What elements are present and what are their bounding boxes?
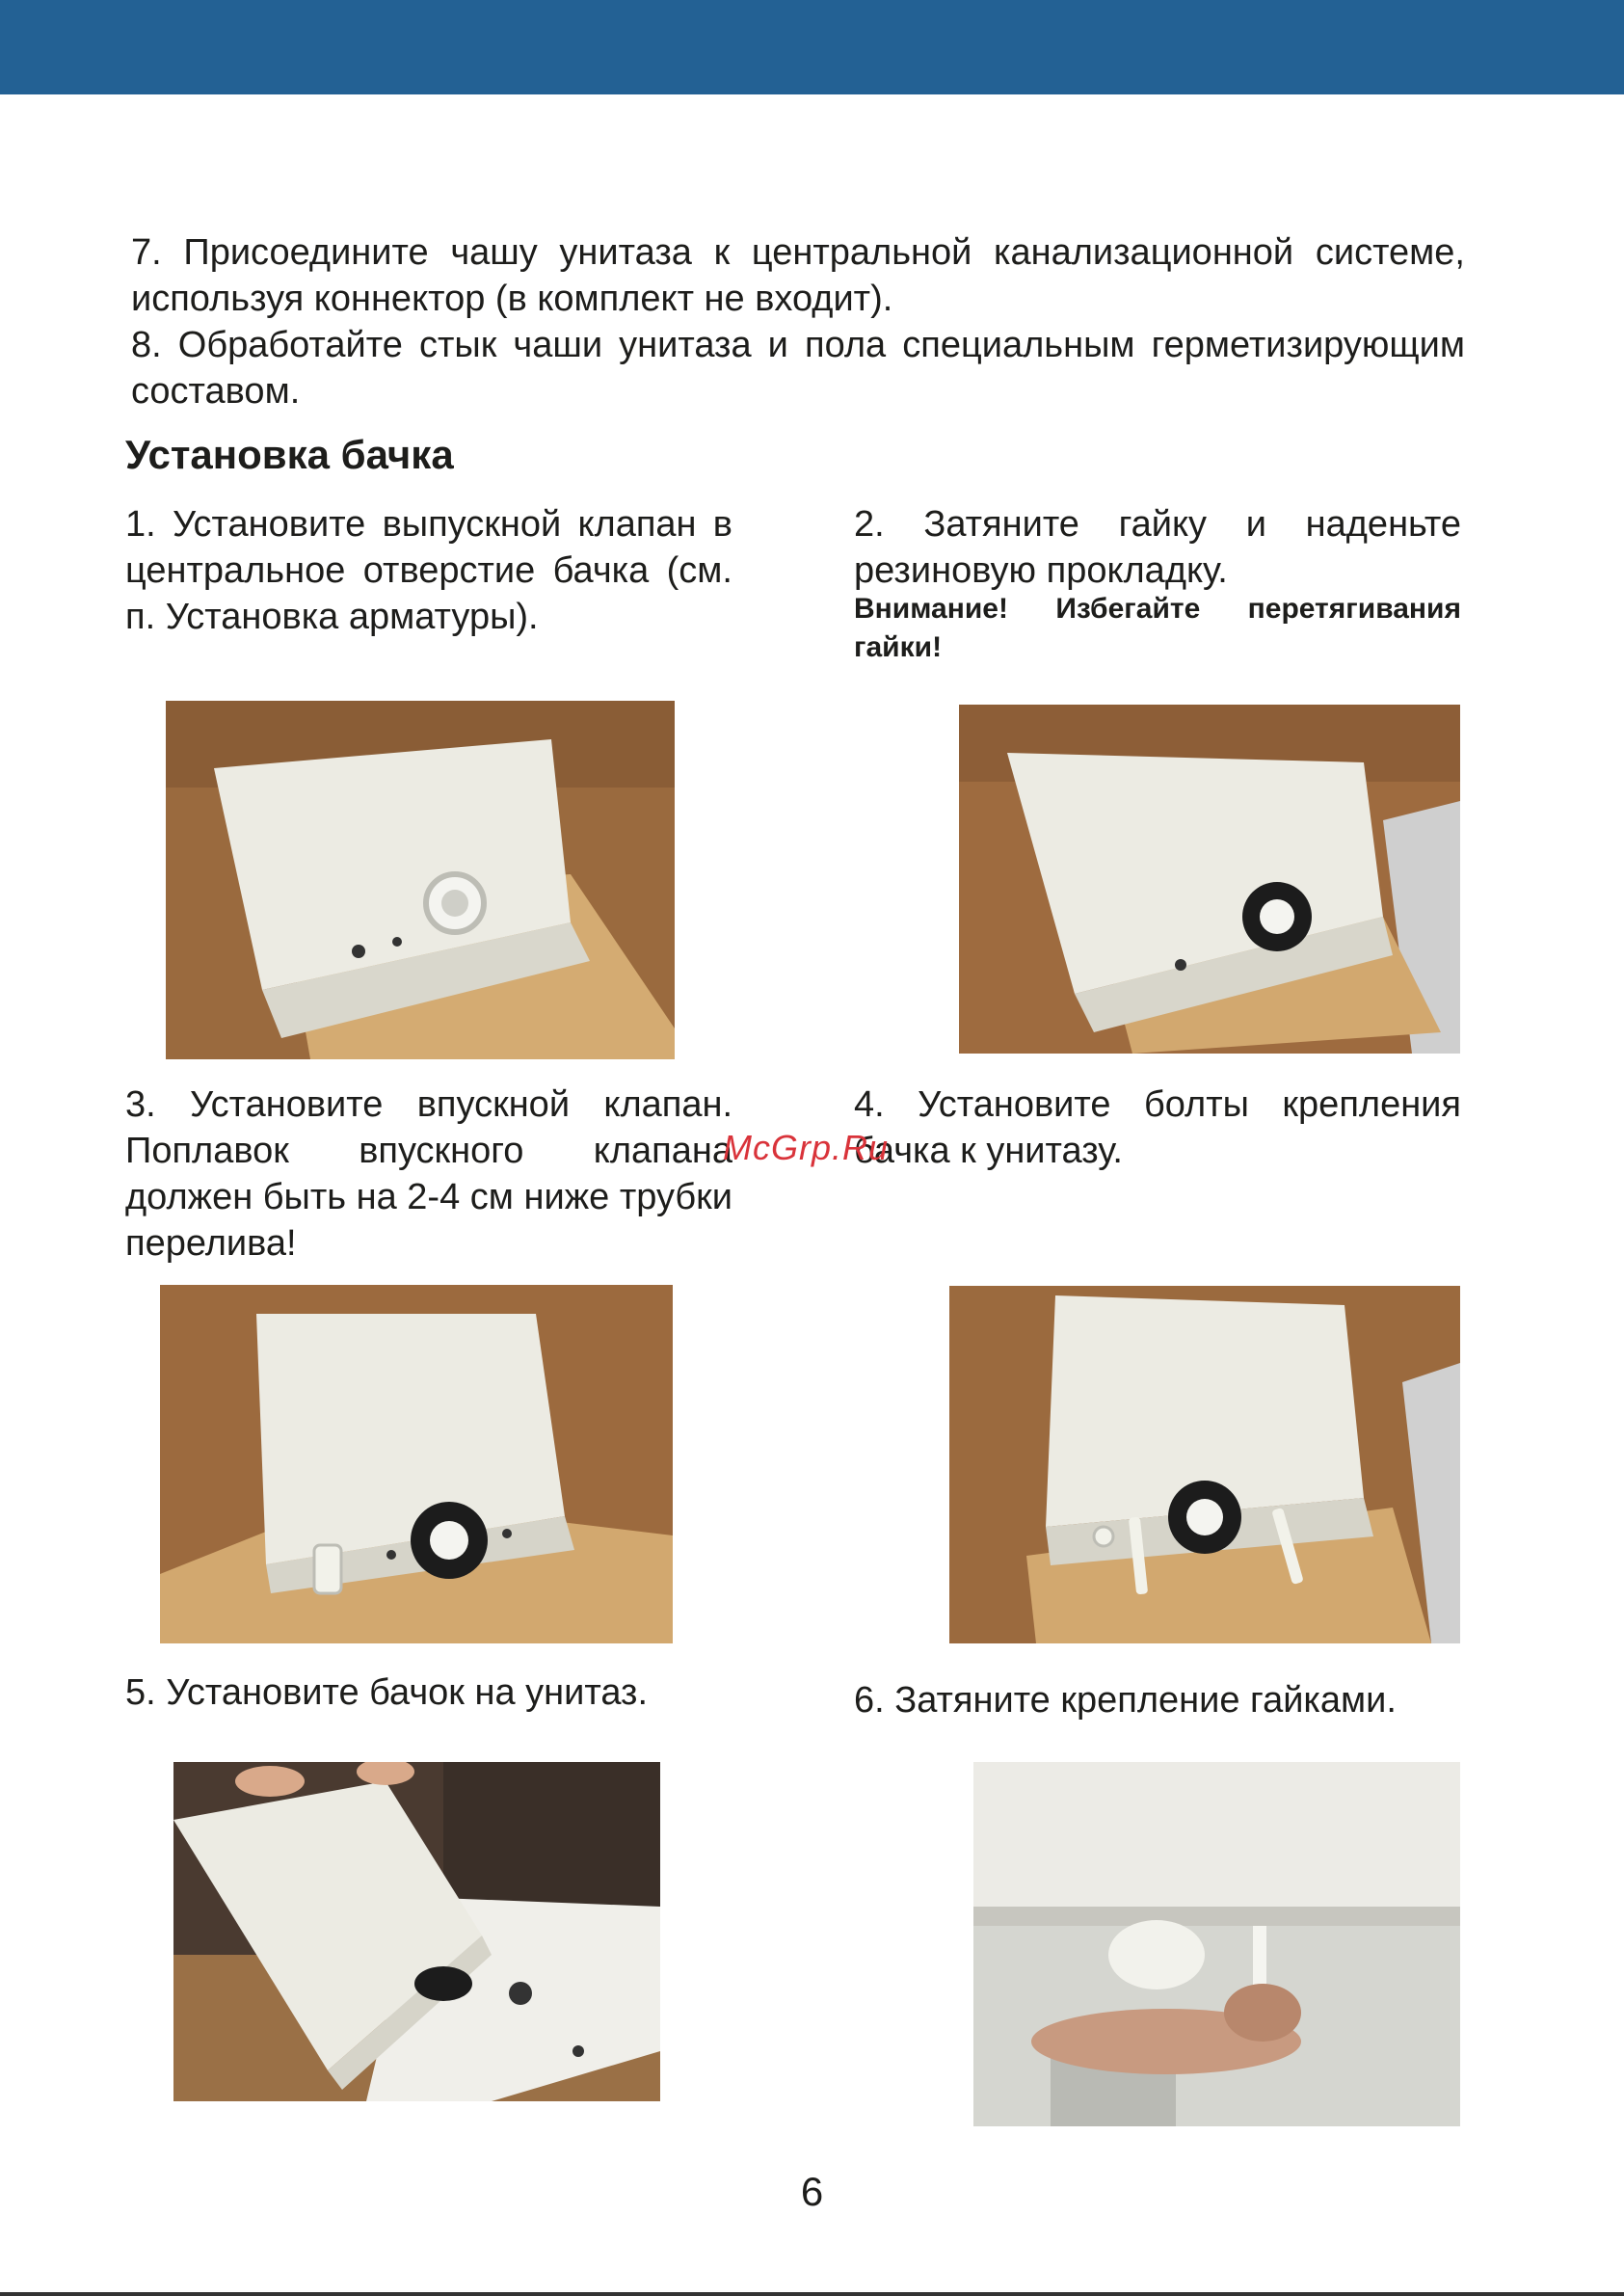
step-2-text: 2. Затяните гайку и наденьте резиновую прокладку.	[854, 504, 1461, 591]
photo-tank-inlet-valve	[160, 1285, 673, 1643]
step-2-warning: Внимание! Избегайте перетягивания гайки!	[854, 593, 1461, 663]
header-band	[0, 0, 1624, 94]
step-1-text: 1. Установите выпускной клапан в центральное отверстие бачка (см. п. Установка арматуры).	[125, 504, 732, 637]
step-5-text: 5. Установите бачок на унитаз.	[125, 1672, 649, 1713]
page-number: 6	[800, 2169, 824, 2214]
step-4-text: 4. Установите болты крепления бачка к унитазу.	[854, 1084, 1461, 1171]
section-title: Установка бачка	[125, 432, 454, 477]
step-8-text: 8. Обработайте стык чаши унитаза и пола специальным герметизирующим составом.	[131, 325, 1465, 412]
photo-tank-nut-tightened	[959, 705, 1460, 1054]
photo-tank-valve-installed	[166, 701, 675, 1059]
intro-text	[131, 229, 1465, 414]
photo-tank-bolts-installed	[949, 1286, 1460, 1643]
watermark: McGrp.Ru	[723, 1128, 890, 1167]
photo-tank-placed-on-toilet	[173, 1762, 660, 2101]
step-6-text: 6. Затяните крепление гайками.	[854, 1680, 1397, 1721]
step-7-text: 7. Присоедините чашу унитаза к центральной канализационной системе, используя коннектор (в комплект не входит).	[131, 232, 1465, 319]
step-3-text: 3. Установите впускной клапан. Поплавок впускного клапана должен быть на 2-4 см ниже трубки перелива!	[125, 1084, 732, 1264]
footer-rule	[0, 2292, 1624, 2296]
photo-tank-nuts-tightened	[973, 1762, 1460, 2126]
